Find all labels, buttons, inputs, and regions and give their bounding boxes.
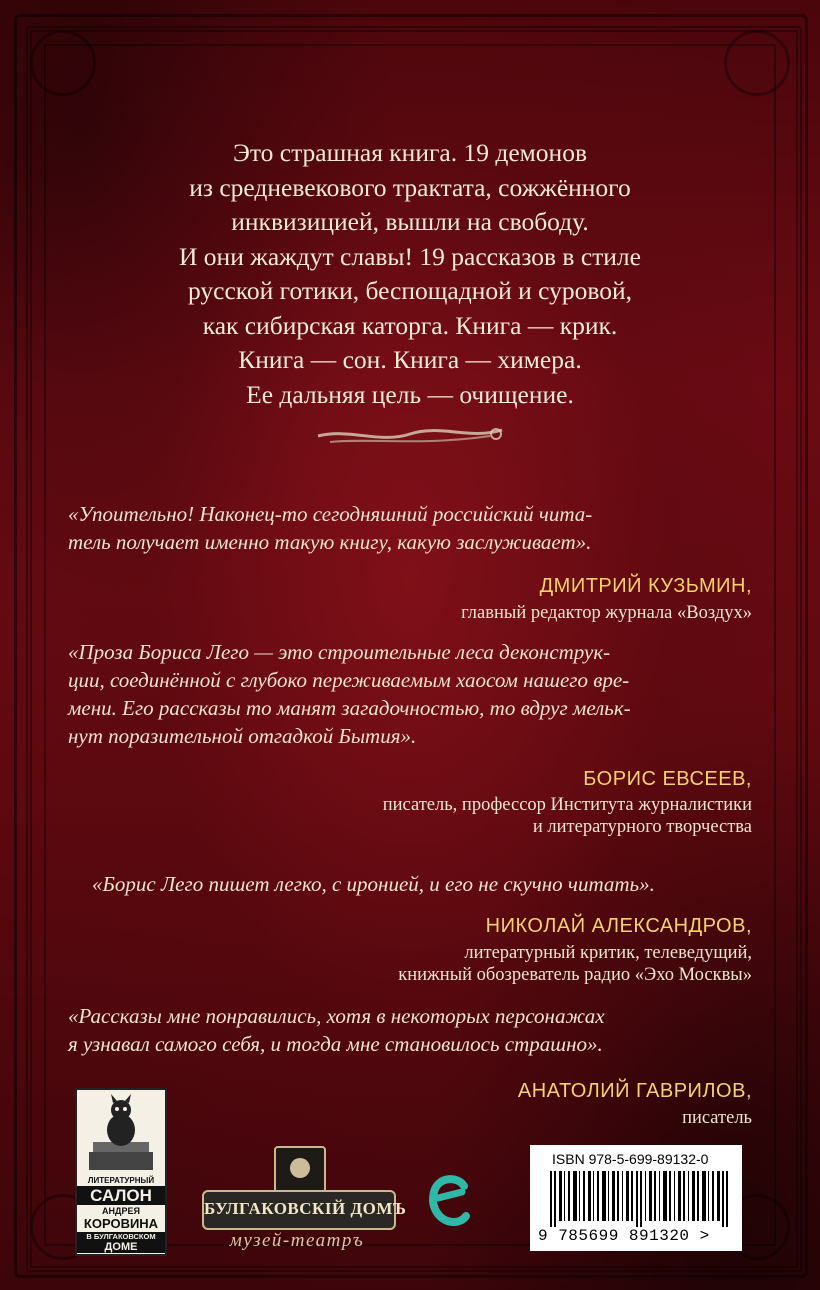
blurb-line: Ее дальняя цель — очищение.	[246, 379, 574, 409]
ean-number: 9 785699 891320 >	[538, 1227, 710, 1245]
quote-line: я узнавал самого себя, и тогда мне становилось страшно».	[68, 1032, 603, 1056]
eksmo-logo-icon	[426, 1172, 472, 1228]
review-author-role	[398, 942, 752, 986]
quote-line: ции, соединённой с глубоко переживаемым хаосом нашего вре-	[68, 668, 630, 692]
quote-line: нут поразительной отгадкой Бытия».	[68, 724, 417, 748]
book-blurb	[120, 136, 700, 412]
flourish-ornament	[310, 414, 510, 454]
review-quote	[92, 870, 752, 898]
salon-line: ДОМЕ	[77, 1241, 165, 1253]
review-author: БОРИС ЕВСЕЕВ,	[583, 768, 752, 790]
blurb-line: Книга — сон. Книга — химера.	[238, 345, 582, 374]
isbn-label: ISBN 978-5-699-89132-0	[552, 1151, 709, 1167]
salon-line: АНДРЕЯ	[102, 1206, 140, 1216]
quote-line: «Упоительно! Наконец-то сегодняшний российский чита-	[68, 502, 593, 526]
literary-salon-logo	[75, 1088, 167, 1256]
blurb-line: инквизицией, вышли на свободу.	[231, 207, 589, 236]
blurb-line: Это страшная книга. 19 демонов	[232, 138, 587, 167]
blurb-line: из средневекового трактата, сожжённого	[189, 172, 631, 202]
salon-line: В БУЛГАКОВСКОМ	[77, 1232, 165, 1241]
role-line: и литературного творчества	[532, 817, 752, 837]
salon-line: КОРОВИНА	[83, 1216, 159, 1231]
role-line: писатель	[682, 1108, 752, 1128]
quote-line: мени. Его рассказы то манят загадочностью, то вдруг мельк-	[68, 696, 631, 720]
role-line: книжный обозреватель радио «Эхо Москвы»	[398, 965, 752, 985]
review-quote	[68, 638, 752, 750]
review-quote	[68, 1002, 752, 1058]
role-line: писатель, профессор Института журналистики	[382, 795, 752, 815]
bulgakov-title: БУЛГАКОВСКIЙ ДОМЪ	[202, 1190, 396, 1230]
isbn-barcode-box	[530, 1145, 742, 1251]
quote-line: тель получает именно такую книгу, какую заслуживает».	[68, 530, 592, 554]
bulgakov-subtitle: музей-театръ	[229, 1230, 365, 1251]
blurb-line: как сибирская каторга. Книга — крик.	[202, 310, 618, 340]
quote-line: «Рассказы мне понравились, хотя в некоторых персонажах	[68, 1004, 605, 1028]
review-quote	[68, 500, 752, 556]
corner-ornament	[30, 30, 96, 96]
review-author: ДМИТРИЙ КУЗЬМИН,	[539, 575, 752, 597]
quote-line: «Проза Бориса Лего — это строительные леса деконструк-	[68, 640, 611, 664]
bulgakov-house-logo	[202, 1146, 407, 1256]
review-author: НИКОЛАЙ АЛЕКСАНДРОВ,	[485, 915, 752, 937]
barcode-icon	[550, 1171, 728, 1227]
salon-line: ЛИТЕРАТУРНЫЙ	[87, 1176, 155, 1185]
review-author-role	[682, 1107, 752, 1129]
cat-icon	[83, 1094, 159, 1174]
corner-ornament	[724, 30, 790, 96]
role-line: главный редактор журнала «Воздух»	[461, 603, 752, 623]
quote-line: «Борис Лего пишет легко, с иронией, и его не скучно читать».	[92, 872, 655, 896]
review-author-role	[461, 602, 752, 624]
salon-line: САЛОН	[77, 1186, 165, 1205]
blurb-line: И они жаждут славы! 19 рассказов в стиле	[179, 241, 641, 271]
review-author-role	[383, 794, 752, 838]
blurb-line: русской готики, беспощадной и суровой,	[187, 276, 633, 305]
review-author: АНАТОЛИЙ ГАВРИЛОВ,	[517, 1080, 752, 1102]
role-line: литературный критик, телеведущий,	[464, 943, 752, 963]
